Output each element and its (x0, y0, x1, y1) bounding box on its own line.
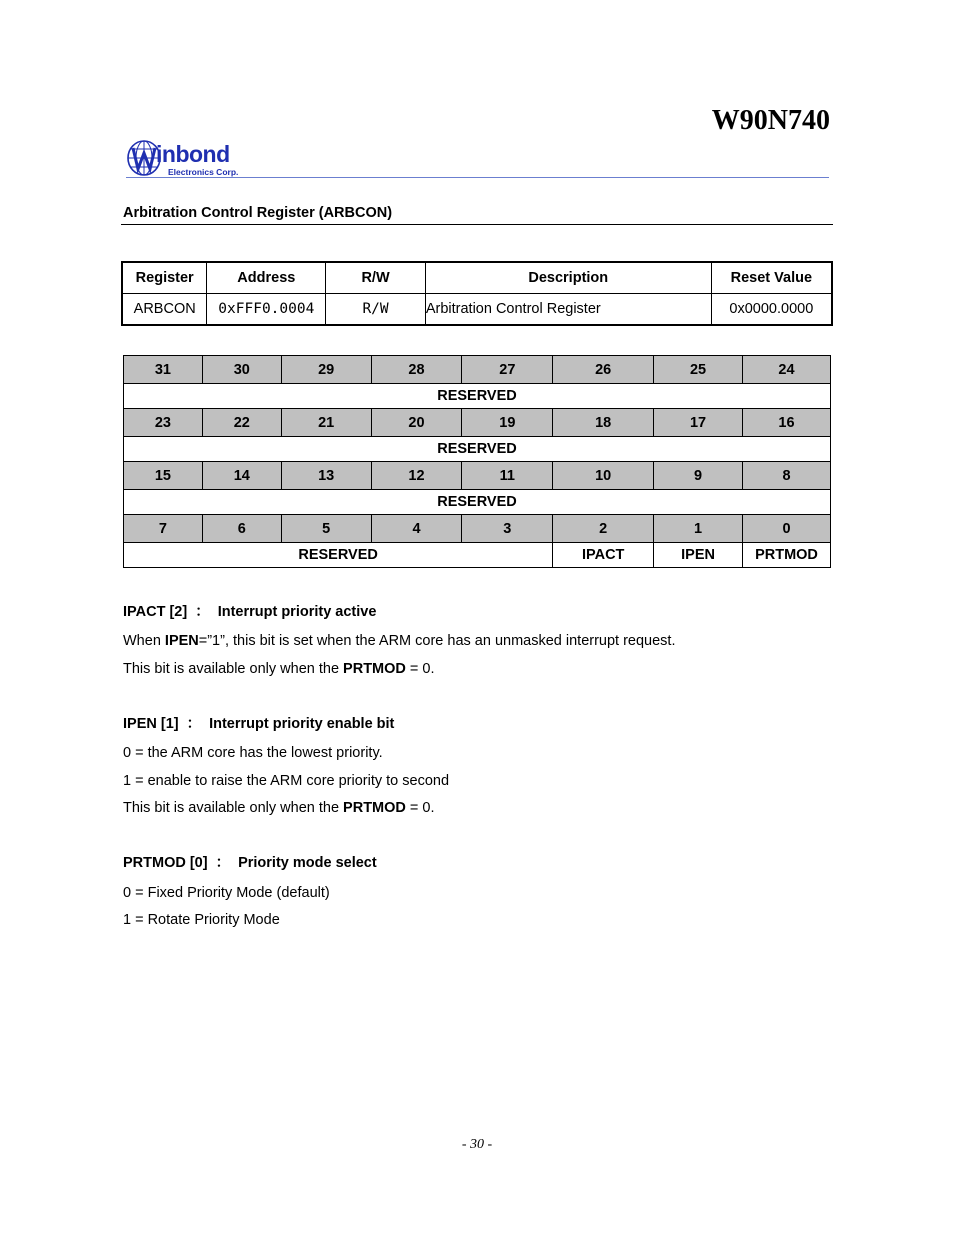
bit-4: 4 (371, 515, 462, 543)
bit-22: 22 (202, 409, 281, 437)
field-ipact: IPACT (553, 543, 654, 568)
text: = 0. (405, 800, 435, 816)
bit-13: 13 (281, 462, 371, 490)
field-reserved-7-3: RESERVED (124, 543, 553, 568)
ipact-title: Interrupt priority active (217, 604, 377, 620)
cell-address: 0xFFF0.0004 (207, 294, 326, 326)
logo-subtitle: Electronics Corp. (168, 167, 239, 177)
bit-30: 30 (202, 356, 281, 384)
bit-field-row (124, 490, 831, 515)
bit-8: 8 (743, 462, 831, 490)
prtmod-name: PRTMOD [0] (123, 855, 208, 871)
text-bold: IPEN (164, 633, 199, 649)
bit-19: 19 (462, 409, 553, 437)
register-table-header (122, 262, 832, 294)
bit-14: 14 (202, 462, 281, 490)
bit-29: 29 (281, 356, 371, 384)
winbond-logo (126, 138, 256, 178)
header-divider (126, 177, 829, 178)
ipen-heading (123, 716, 449, 733)
cell-register: ARBCON (122, 294, 207, 326)
bit-1: 1 (654, 515, 743, 543)
text: = 0. (405, 661, 435, 677)
bit-31: 31 (124, 356, 203, 384)
bit-field-row (124, 437, 831, 462)
ipen-line-3 (123, 800, 449, 817)
bit-17: 17 (654, 409, 743, 437)
ipen-description (123, 716, 449, 817)
section-divider (121, 224, 833, 225)
cell-reset-value: 0x0000.0000 (711, 294, 832, 326)
text: When (123, 633, 165, 649)
bit-5: 5 (281, 515, 371, 543)
chip-title: W90N740 (711, 105, 830, 136)
bit-number-row (124, 515, 831, 543)
bit-25: 25 (654, 356, 743, 384)
page-number: - 30 - (461, 1137, 493, 1152)
field-prtmod: PRTMOD (743, 543, 831, 568)
prtmod-line-1: 0 = Fixed Priority Mode (default) (123, 885, 330, 901)
field-reserved-15-8: RESERVED (124, 490, 831, 515)
bit-21: 21 (281, 409, 371, 437)
text-bold: PRTMOD (343, 661, 406, 677)
prtmod-description (123, 855, 377, 929)
bit-number-row (124, 462, 831, 490)
bit-number-row (124, 409, 831, 437)
bit-7: 7 (124, 515, 203, 543)
prtmod-heading (123, 855, 377, 872)
bit-16: 16 (743, 409, 831, 437)
bit-3: 3 (462, 515, 553, 543)
col-description: Description (425, 262, 711, 294)
cell-rw: R/W (326, 294, 426, 326)
ipen-separator: ： (186, 716, 202, 732)
bit-23: 23 (124, 409, 203, 437)
field-ipen: IPEN (654, 543, 743, 568)
register-table (121, 261, 833, 326)
ipen-name: IPEN [1] (123, 716, 179, 732)
bit-18: 18 (553, 409, 654, 437)
col-reset-value: Reset Value (711, 262, 832, 294)
col-register: Register (122, 262, 207, 294)
text: =”1”, this bit is set when the ARM core has an unmasked interrupt request. (198, 633, 676, 649)
bit-9: 9 (654, 462, 743, 490)
bit-26: 26 (553, 356, 654, 384)
ipact-line-1 (123, 633, 676, 650)
text: This bit is available only when the (123, 800, 344, 816)
bit-field-row (124, 543, 831, 568)
bit-24: 24 (743, 356, 831, 384)
bit-field-row (124, 384, 831, 409)
ipact-name: IPACT [2] (123, 604, 188, 620)
bit-10: 10 (553, 462, 654, 490)
bit-15: 15 (124, 462, 203, 490)
text: This bit is available only when the (123, 661, 344, 677)
bit-20: 20 (371, 409, 462, 437)
field-reserved-23-16: RESERVED (124, 437, 831, 462)
text-bold: PRTMOD (343, 800, 406, 816)
bit-map-table (123, 355, 831, 568)
bit-0: 0 (743, 515, 831, 543)
bit-2: 2 (553, 515, 654, 543)
ipact-separator: ： (195, 604, 210, 620)
field-reserved-31-24: RESERVED (124, 384, 831, 409)
ipen-line-1: 0 = the ARM core has the lowest priority. (123, 745, 383, 761)
col-address: Address (207, 262, 326, 294)
prtmod-line-2: 1 = Rotate Priority Mode (123, 912, 280, 928)
prtmod-title: Priority mode select (238, 855, 377, 871)
ipact-description (123, 604, 676, 678)
ipact-heading (123, 604, 676, 621)
section-heading: Arbitration Control Register (ARBCON) (123, 205, 393, 221)
ipen-title: Interrupt priority enable bit (209, 716, 395, 732)
bit-27: 27 (462, 356, 553, 384)
col-rw: R/W (326, 262, 426, 294)
bit-28: 28 (371, 356, 462, 384)
cell-description: Arbitration Control Register (425, 294, 711, 326)
ipen-line-2: 1 = enable to raise the ARM core priority to second (123, 773, 450, 789)
bit-11: 11 (462, 462, 553, 490)
logo-wordmark: inbond (156, 141, 230, 167)
prtmod-separator: ： (215, 855, 231, 871)
bit-12: 12 (371, 462, 462, 490)
bit-number-row (124, 356, 831, 384)
bit-6: 6 (202, 515, 281, 543)
table-row (122, 294, 832, 326)
ipact-line-2 (123, 661, 676, 678)
